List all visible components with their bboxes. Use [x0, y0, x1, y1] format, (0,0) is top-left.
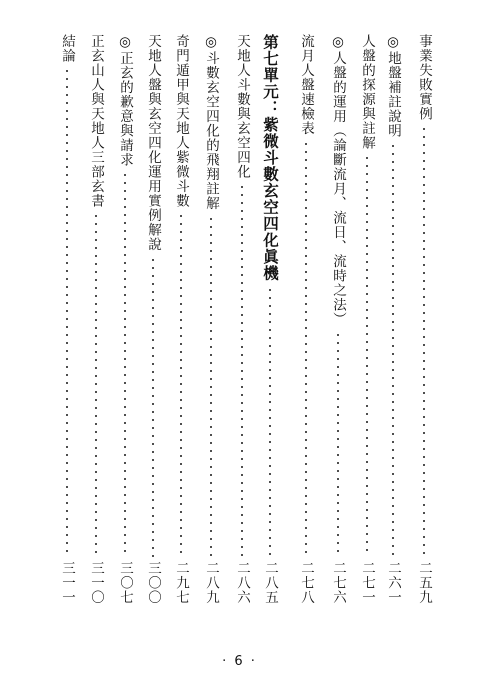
toc-entry-page: 二九七 — [173, 560, 189, 604]
toc-entry-page: 二七六 — [330, 560, 346, 604]
toc-entry-title: 人盤的探源與註解 — [359, 34, 375, 150]
toc-entry-page: 二五九 — [416, 560, 432, 604]
toc-chapter-title: 第七單元：紫微斗數玄空四化眞機 — [261, 34, 279, 282]
dot-leader — [180, 212, 182, 557]
dot-leader — [305, 140, 307, 557]
toc-entry-title: ◎斗數玄空四化的飛翔註解 — [203, 34, 219, 211]
toc-entry — [329, 34, 347, 604]
dot-leader — [95, 212, 97, 557]
toc-entry — [358, 34, 376, 604]
toc-entry — [415, 34, 433, 604]
dot-leader — [423, 125, 425, 557]
toc-entry-title: 結論 — [59, 34, 75, 63]
toc-entry — [58, 34, 76, 604]
toc-entry-page: 二八六 — [234, 560, 250, 604]
toc-entry-page: 二八五 — [262, 560, 278, 604]
toc-entry — [87, 34, 105, 604]
toc-entry-title: 奇門遁甲與天地人紫微斗數 — [173, 34, 189, 208]
toc-entry-title: ◎地盤補註說明 — [385, 34, 401, 138]
toc-entry — [116, 34, 134, 604]
dot-leader — [66, 67, 68, 557]
toc-entry — [144, 34, 162, 604]
toc-entry-page: 二八九 — [203, 560, 219, 604]
dot-leader — [210, 215, 212, 557]
toc-entry-title: ◎人盤的運用（論斷流月、流日、流時之法） — [330, 34, 346, 327]
toc-entry-page: 二七八 — [298, 560, 314, 604]
toc-entry-title: 天地人斗數與玄空四化 — [234, 34, 250, 179]
toc-entry — [233, 34, 251, 604]
dot-leader — [152, 256, 154, 557]
toc-entry-page: 二七一 — [359, 560, 375, 604]
dot-leader — [366, 154, 368, 557]
toc-entry-title: ◎正玄的歉意與請求 — [117, 34, 133, 167]
dot-leader — [124, 171, 126, 557]
dot-leader — [269, 286, 271, 557]
toc-entry — [384, 34, 402, 604]
toc-entry — [297, 34, 315, 604]
toc-chapter-entry — [259, 34, 281, 604]
toc-entry — [202, 34, 220, 604]
toc-entry-title: 流月人盤速檢表 — [298, 34, 314, 136]
toc-entry-page: 二六一 — [385, 560, 401, 604]
toc-entry-page: 三一〇 — [88, 560, 104, 604]
toc-entry-title: 正玄山人與天地人三部玄書 — [88, 34, 104, 208]
toc-entry-title: 天地人盤與玄空四化運用實例解說 — [145, 34, 161, 252]
toc-entry-page: 三〇七 — [117, 560, 133, 604]
dot-leader — [337, 331, 339, 557]
toc-entry-page: 三〇〇 — [145, 560, 161, 604]
dot-leader — [392, 142, 394, 557]
toc-entry-title: 事業失敗實例 — [416, 34, 432, 121]
toc-entry-page: 三一一 — [59, 560, 75, 604]
dot-leader — [241, 183, 243, 557]
toc-entry — [172, 34, 190, 604]
page-number: · 6 · — [222, 654, 257, 669]
